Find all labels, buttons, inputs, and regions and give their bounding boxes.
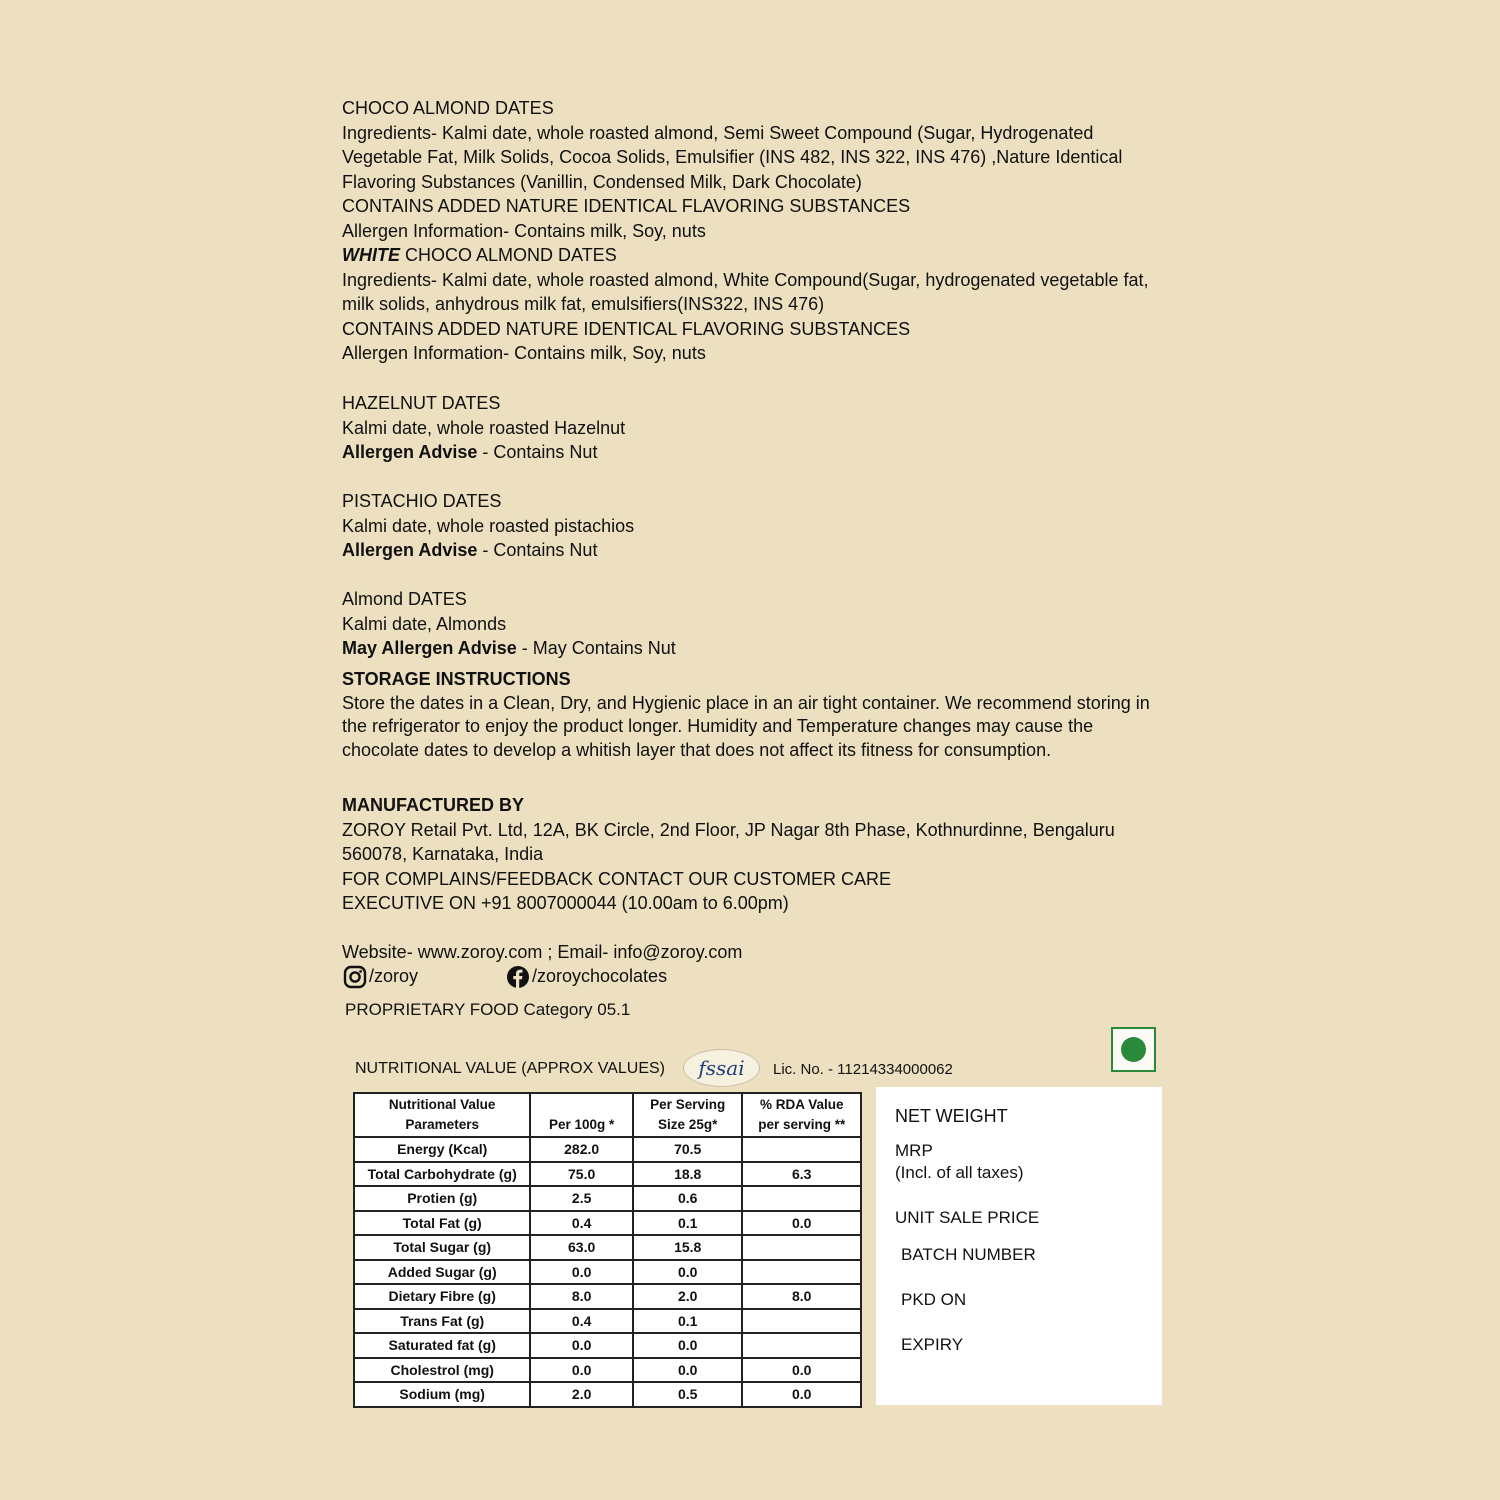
nutrition-header-row [354,1093,861,1137]
storage-text: Store the dates in a Clean, Dry, and Hygienic place in an air tight container. We recommend storing in the refrigerator to enjoy the product longer. Humidity and Temperature changes may cause the chocolate dates to develop a whitish layer that does not affect its fitness for consumption. [342,692,1150,761]
pkd-on-label: PKD ON [901,1290,967,1309]
hazelnut-allergen-label: Allergen Advise [342,442,478,462]
storage-section [342,668,1162,763]
header-rda: % RDA Value per serving ** [742,1093,861,1137]
unit-sale-price-label: UNIT SALE PRICE [895,1208,1040,1227]
website-email: Website- www.zoroy.com ; Email- info@zoroy.com [342,942,743,962]
table-cell-per100: 75.0 [530,1162,633,1187]
table-cell-rda: 0.0 [742,1211,861,1236]
hazelnut-allergen-text: - Contains Nut [477,442,598,462]
table-row [354,1260,861,1285]
table-row [354,1309,861,1334]
instagram-icon [343,965,367,989]
table-row [354,1235,861,1260]
hazelnut-allergen [342,440,1162,465]
table-cell-serving: 70.5 [633,1137,743,1162]
pistachio-ingredients: Kalmi date, whole roasted pistachios [342,515,635,536]
white-ingredients: Ingredients- Kalmi date, whole roasted almond, White Compound(Sugar, hydrogenated vegetable fat, milk solids, anhydrous milk fat, emulsifiers(INS322, INS 476) [342,269,1149,314]
table-row [354,1162,861,1187]
manufacturer-heading: MANUFACTURED BY [342,795,524,815]
table-cell-param: Dietary Fibre (g) [354,1284,530,1309]
white-title [342,243,1162,268]
mrp-note: (Incl. of all taxes) [895,1163,1024,1182]
license-number: Lic. No. - 11214334000062 [773,1061,953,1078]
table-cell-serving: 2.0 [633,1284,743,1309]
table-cell-rda: 6.3 [742,1162,861,1187]
table-row [354,1333,861,1358]
hazelnut-ingredients: Kalmi date, whole roasted Hazelnut [342,417,626,438]
table-cell-rda [742,1333,861,1358]
pistachio-allergen [342,538,1162,563]
choco-title: CHOCO ALMOND DATES [342,98,554,118]
hazelnut-title: HAZELNUT DATES [342,393,501,413]
table-cell-per100: 0.0 [530,1260,633,1285]
instagram-label: /zoroy [369,965,419,986]
almond-section [342,587,1162,661]
choco-allergen: Allergen Information- Contains milk, Soy, nuts [342,220,706,241]
table-cell-param: Added Sugar (g) [354,1260,530,1285]
table-cell-per100: 2.0 [530,1382,633,1407]
fssai-logo: fssai [683,1049,760,1087]
veg-mark-icon [1111,1027,1156,1072]
storage-heading: STORAGE INSTRUCTIONS [342,669,571,689]
table-cell-param: Cholestrol (mg) [354,1358,530,1383]
mrp-label: MRP [895,1141,933,1160]
table-row [354,1186,861,1211]
table-cell-rda [742,1309,861,1334]
label-info-box [876,1087,1162,1405]
table-cell-serving: 15.8 [633,1235,743,1260]
choco-ingredients: Ingredients- Kalmi date, whole roasted almond, Semi Sweet Compound (Sugar, Hydrogenated Vegetable Fat, Milk Solids, Cocoa Solids, Emulsifier (INS 482, INS 322, INS 476) ,Nature Identical Flavoring Substances (Vanillin, Condensed Milk, Dark Chocolate) [342,122,1123,192]
table-cell-per100: 0.0 [530,1358,633,1383]
table-row [354,1284,861,1309]
table-cell-serving: 0.0 [633,1358,743,1383]
contact-section [342,940,1162,965]
almond-allergen-label: May Allergen Advise [342,638,517,658]
instagram-handle [343,965,418,989]
customer-care-line2: EXECUTIVE ON +91 8007000044 (10.00am to 6.00pm) [342,893,789,913]
table-cell-rda [742,1260,861,1285]
pistachio-allergen-text: - Contains Nut [477,540,598,560]
table-row [354,1358,861,1383]
manufacturer-address: ZOROY Retail Pvt. Ltd, 12A, BK Circle, 2nd Floor, JP Nagar 8th Phase, Kothnurdinne, Bengaluru 560078, Karnataka, India [342,819,1115,864]
table-cell-rda [742,1137,861,1162]
table-cell-per100: 0.0 [530,1333,633,1358]
table-cell-param: Trans Fat (g) [354,1309,530,1334]
table-cell-rda: 0.0 [742,1358,861,1383]
almond-allergen [342,636,1162,661]
header-per-serving: Per Serving Size 25g* [633,1093,743,1137]
facebook-icon [506,965,530,989]
nutrition-table [353,1092,862,1408]
net-weight-label: NET WEIGHT [895,1106,1008,1126]
choco-section [342,96,1162,366]
table-cell-param: Sodium (mg) [354,1382,530,1407]
batch-number-label: BATCH NUMBER [901,1245,1036,1264]
table-cell-rda [742,1186,861,1211]
almond-ingredients: Kalmi date, Almonds [342,613,507,634]
table-cell-serving: 0.5 [633,1382,743,1407]
header-per-100g: Per 100g * [530,1093,633,1137]
customer-care-line1: FOR COMPLAINS/FEEDBACK CONTACT OUR CUSTOMER CARE [342,868,892,889]
table-cell-param: Saturated fat (g) [354,1333,530,1358]
table-cell-per100: 282.0 [530,1137,633,1162]
table-row [354,1211,861,1236]
table-cell-per100: 63.0 [530,1235,633,1260]
table-cell-param: Total Carbohydrate (g) [354,1162,530,1187]
table-cell-param: Total Sugar (g) [354,1235,530,1260]
veg-dot [1121,1037,1146,1062]
nutrition-title: NUTRITIONAL VALUE (APPROX VALUES) [355,1060,665,1077]
table-cell-per100: 0.4 [530,1211,633,1236]
white-contains: CONTAINS ADDED NATURE IDENTICAL FLAVORING SUBSTANCES [342,318,911,339]
white-allergen: Allergen Information- Contains milk, Soy, nuts [342,343,706,363]
table-cell-serving: 0.0 [633,1260,743,1285]
table-cell-param: Total Fat (g) [354,1211,530,1236]
header-parameters: Nutritional Value Parameters [354,1093,530,1137]
table-cell-param: Energy (Kcal) [354,1137,530,1162]
pistachio-section [342,489,1162,563]
white-title-rest: CHOCO ALMOND DATES [400,245,617,265]
table-cell-param: Protien (g) [354,1186,530,1211]
table-cell-rda: 8.0 [742,1284,861,1309]
table-row [354,1382,861,1407]
table-cell-serving: 0.6 [633,1186,743,1211]
white-title-em: WHITE [342,245,400,265]
facebook-label: /zoroychocolates [532,965,668,986]
almond-allergen-text: - May Contains Nut [516,638,676,658]
facebook-handle [506,965,667,989]
table-cell-serving: 18.8 [633,1162,743,1187]
table-cell-serving: 0.1 [633,1309,743,1334]
hazelnut-section [342,391,1162,465]
food-category: PROPRIETARY FOOD Category 05.1 [345,1000,631,1019]
table-cell-per100: 0.4 [530,1309,633,1334]
pistachio-allergen-label: Allergen Advise [342,540,478,560]
almond-title: Almond DATES [342,589,467,609]
table-cell-serving: 0.0 [633,1333,743,1358]
table-cell-per100: 2.5 [530,1186,633,1211]
expiry-label: EXPIRY [901,1335,964,1354]
manufacturer-section [342,793,1162,916]
pistachio-title: PISTACHIO DATES [342,491,502,511]
choco-contains: CONTAINS ADDED NATURE IDENTICAL FLAVORING SUBSTANCES [342,196,911,216]
table-cell-per100: 8.0 [530,1284,633,1309]
table-cell-rda: 0.0 [742,1382,861,1407]
table-cell-serving: 0.1 [633,1211,743,1236]
table-row [354,1137,861,1162]
table-cell-rda [742,1235,861,1260]
